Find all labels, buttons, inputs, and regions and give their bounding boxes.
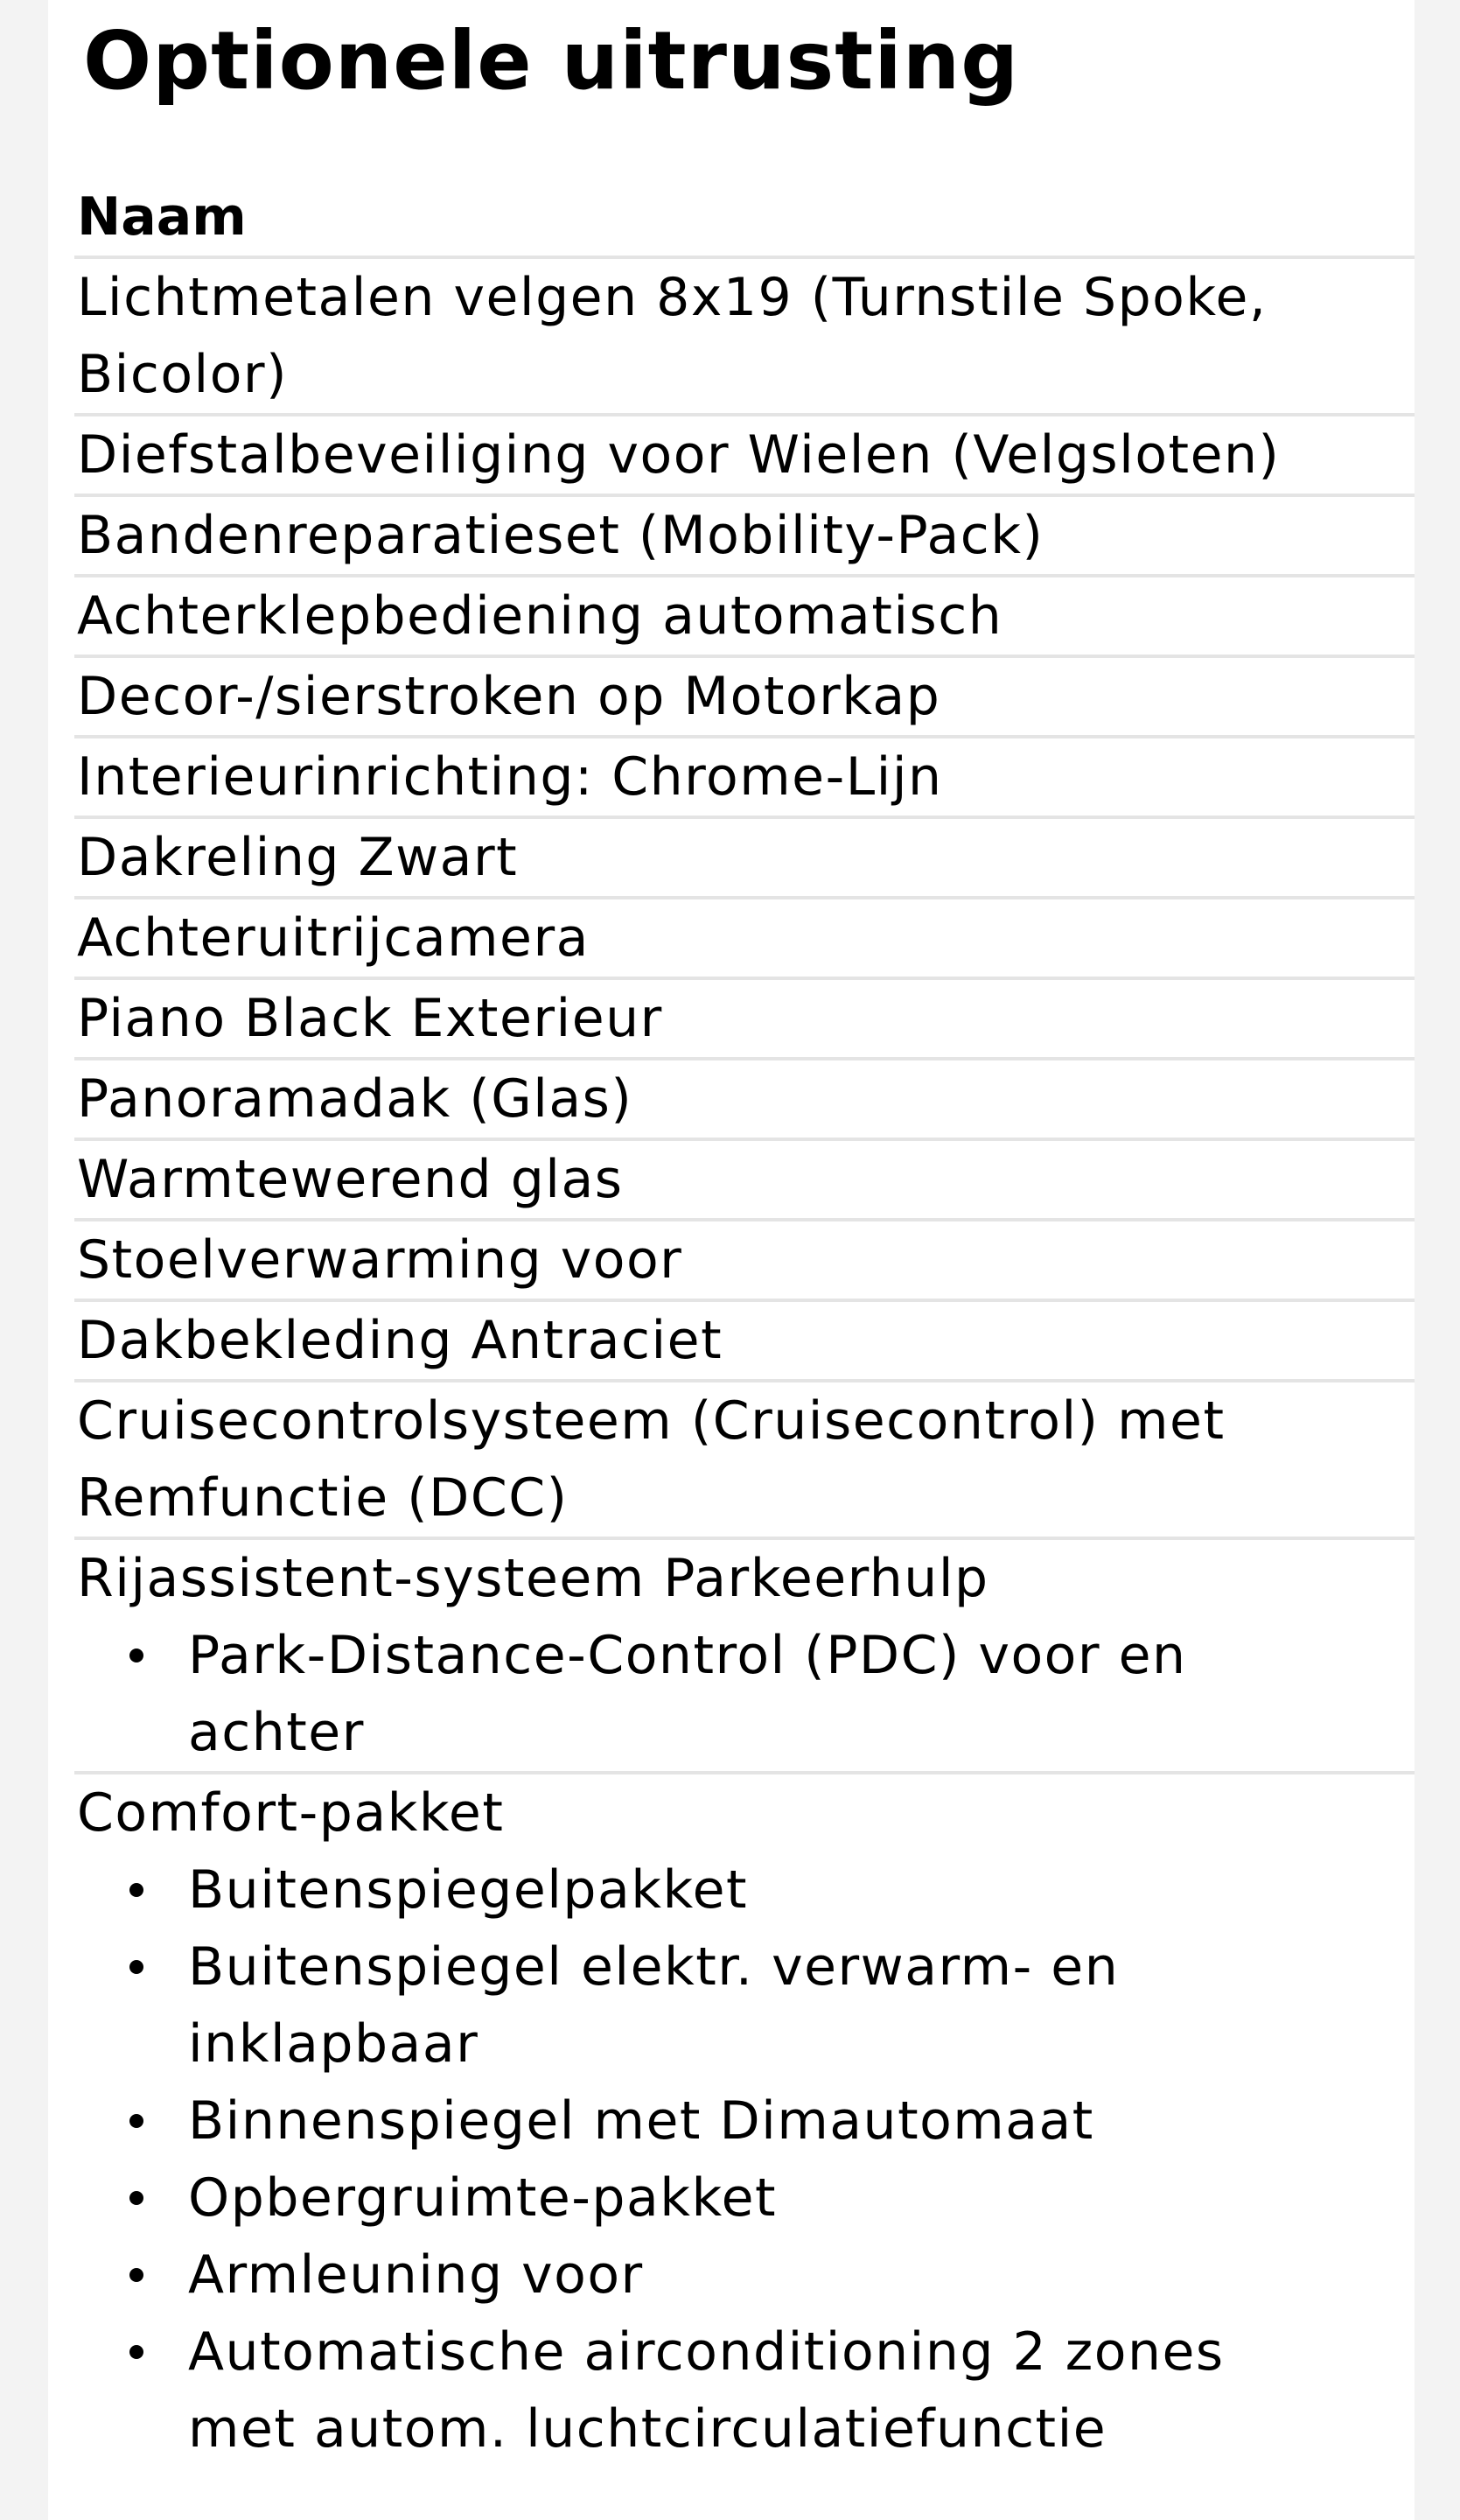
row-text: Piano Black Exterieur bbox=[77, 988, 663, 1049]
equipment-table bbox=[74, 178, 1415, 2468]
bullet-icon bbox=[129, 2191, 143, 2205]
list-item bbox=[77, 2082, 1415, 2160]
table-row bbox=[74, 578, 1415, 658]
row-text: Decor-/sierstroken op Motorkap bbox=[77, 666, 941, 727]
list-item bbox=[77, 2160, 1415, 2236]
table-row bbox=[74, 980, 1415, 1060]
list-item-text: Armleuning voor bbox=[188, 2244, 644, 2306]
row-text: Bandenreparatieset (Mobility-Pack) bbox=[77, 505, 1044, 566]
page-title: Optionele uitrusting bbox=[83, 14, 1020, 108]
row-text: Rijassistent-systeem Parkeerhulp bbox=[77, 1548, 989, 1609]
list-item-text: Park-Distance-Control (PDC) voor en bbox=[188, 1625, 1187, 1686]
row-text: Bicolor) bbox=[77, 344, 288, 405]
table-row bbox=[74, 497, 1415, 578]
list-item-text: Buitenspiegel elektr. verwarm- en bbox=[188, 1936, 1120, 1998]
list-item-text: Buitenspiegelpakket bbox=[188, 1859, 749, 1921]
row-text: Remfunctie (DCC) bbox=[77, 1467, 569, 1529]
table-row bbox=[74, 738, 1415, 819]
table-row bbox=[74, 1141, 1415, 1222]
row-text: Diefstalbeveiliging voor Wielen (Velgsloten) bbox=[77, 424, 1281, 486]
list-item bbox=[77, 1617, 1415, 1771]
bullet-icon bbox=[129, 2114, 143, 2128]
row-text: Warmtewerend glas bbox=[77, 1149, 624, 1210]
bullet-icon bbox=[129, 1960, 143, 1974]
row-text: Panoramadak (Glas) bbox=[77, 1068, 633, 1130]
list-item bbox=[77, 1928, 1415, 2082]
row-text: Stoelverwarming voor bbox=[77, 1229, 683, 1291]
table-row bbox=[74, 900, 1415, 980]
table-row bbox=[74, 1302, 1415, 1382]
row-text: Dakreling Zwart bbox=[77, 827, 519, 888]
column-header-naam: Naam bbox=[74, 178, 1415, 259]
list-item-text: Binnenspiegel met Dimautomaat bbox=[188, 2090, 1094, 2152]
table-row bbox=[74, 1540, 1415, 1774]
list-item bbox=[77, 2236, 1415, 2314]
row-text: Comfort-pakket bbox=[77, 1782, 505, 1844]
bullet-icon bbox=[129, 1883, 143, 1897]
list-item-text: Opbergruimte-pakket bbox=[188, 2167, 778, 2229]
row-text: Achteruitrijcamera bbox=[77, 907, 590, 969]
table-row bbox=[74, 1222, 1415, 1302]
sub-item-list bbox=[77, 1617, 1415, 1771]
row-text: Interieurinrichting: Chrome-Lijn bbox=[77, 746, 943, 808]
table-row bbox=[74, 1060, 1415, 1141]
document-page bbox=[48, 0, 1415, 2520]
list-item-text: achter bbox=[188, 1702, 365, 1763]
bullet-icon bbox=[129, 2345, 143, 2359]
table-row bbox=[74, 1774, 1415, 2468]
table-row bbox=[74, 658, 1415, 738]
row-text: Lichtmetalen velgen 8x19 (Turnstile Spoke, bbox=[77, 267, 1268, 328]
list-item-text: inklapbaar bbox=[188, 2013, 479, 2075]
table-row bbox=[74, 819, 1415, 900]
row-text: Cruisecontrolsysteem (Cruisecontrol) met bbox=[77, 1390, 1226, 1452]
list-item bbox=[77, 1852, 1415, 1928]
row-text: Achterklepbediening automatisch bbox=[77, 585, 1003, 647]
table-row bbox=[74, 416, 1415, 497]
bullet-icon bbox=[129, 2268, 143, 2282]
list-item bbox=[77, 2314, 1415, 2468]
row-text: Dakbekleding Antraciet bbox=[77, 1310, 723, 1371]
list-item-text: met autom. luchtcirculatiefunctie bbox=[188, 2398, 1107, 2460]
table-row bbox=[74, 259, 1415, 416]
list-item-text: Automatische airconditioning 2 zones bbox=[188, 2321, 1225, 2383]
bullet-icon bbox=[129, 1648, 143, 1662]
table-row bbox=[74, 1382, 1415, 1540]
sub-item-list bbox=[77, 1852, 1415, 2468]
